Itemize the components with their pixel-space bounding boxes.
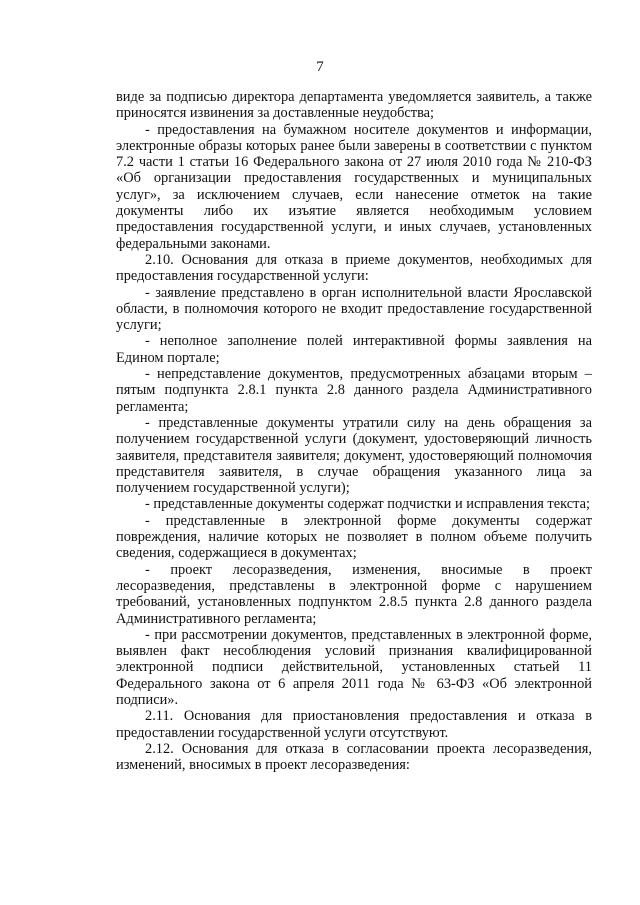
document-body [116,89,592,773]
paragraph-continuation: виде за подписью директора департамента уведомляется заявитель, а также приносятся извинения за доставленные неудобства; [116,89,592,122]
list-item-missing-documents: - непредставление документов, предусмотренных абзацами вторым – пятым подпункта 2.8.1 пункта 2.8 данного раздела Административного регламента; [116,366,592,415]
list-item-damaged-files: - представленные в электронной форме документы содержат повреждения, наличие которых не позволяет в полном объеме получить сведения, содержащиеся в документах; [116,512,592,562]
paragraph-paper-documents: - предоставления на бумажном носителе документов и информации, электронные образы которых ранее были заверены в соответствии с пунктом 7.2 части 1 статьи 16 Федерального закона от 27 июля 2010 года № 210-ФЗ «Об организации предоставления государственных и муниципальных услуг», за исключением случаев, если нанесение отметок на такие документы либо их изъятие является необходимым условием предоставления государственной услуги, и иных случаев, установленных федеральными законами. [116,121,592,252]
list-item-corrections: - представленные документы содержат подчистки и исправления текста; [145,496,590,513]
list-item-wrong-authority: - заявление представлено в орган исполнительной власти Ярославской области, в полномочия которого не входит предоставление государственной услуги; [116,284,592,334]
paragraph-section-2-10: 2.10. Основания для отказа в приеме документов, необходимых для предоставления государственной услуги: [116,251,592,285]
page-number: 7 [316,59,324,75]
list-item-expired-documents: - представленные документы утратили силу на день обращения за получением государственной услуги (документ, удостоверяющий личность заявителя, представителя заявителя; документ, удостоверяющий полномочия представителя заявителя, в случае обращения указанного лица за получением государственной услуги); [116,414,592,497]
list-item-incomplete-form: - неполное заполнение полей интерактивной формы заявления на Едином портале; [116,333,592,366]
paragraph-section-2-11: 2.11. Основания для приостановления предоставления и отказа в предоставлении государственной услуги отсутствуют. [116,708,592,741]
paragraph-section-2-12: 2.12. Основания для отказа в согласовании проекта лесоразведения, изменений, вносимых в проект лесоразведения: [116,740,592,774]
list-item-project-format: - проект лесоразведения, изменения, вносимые в проект лесоразведения, представлены в электронной форме с нарушением требований, установленных подпунктом 2.8.5 пункта 2.8 данного раздела Административного регламента; [116,561,592,627]
list-item-signature-invalid: - при рассмотрении документов, представленных в электронной форме, выявлен факт несоблюдения условий признания квалифицированной электронной подписи действительной, установленных статьей 11 Федерального закона от 6 апреля 2011 года № 63-ФЗ «Об электронной подписи». [116,626,592,708]
